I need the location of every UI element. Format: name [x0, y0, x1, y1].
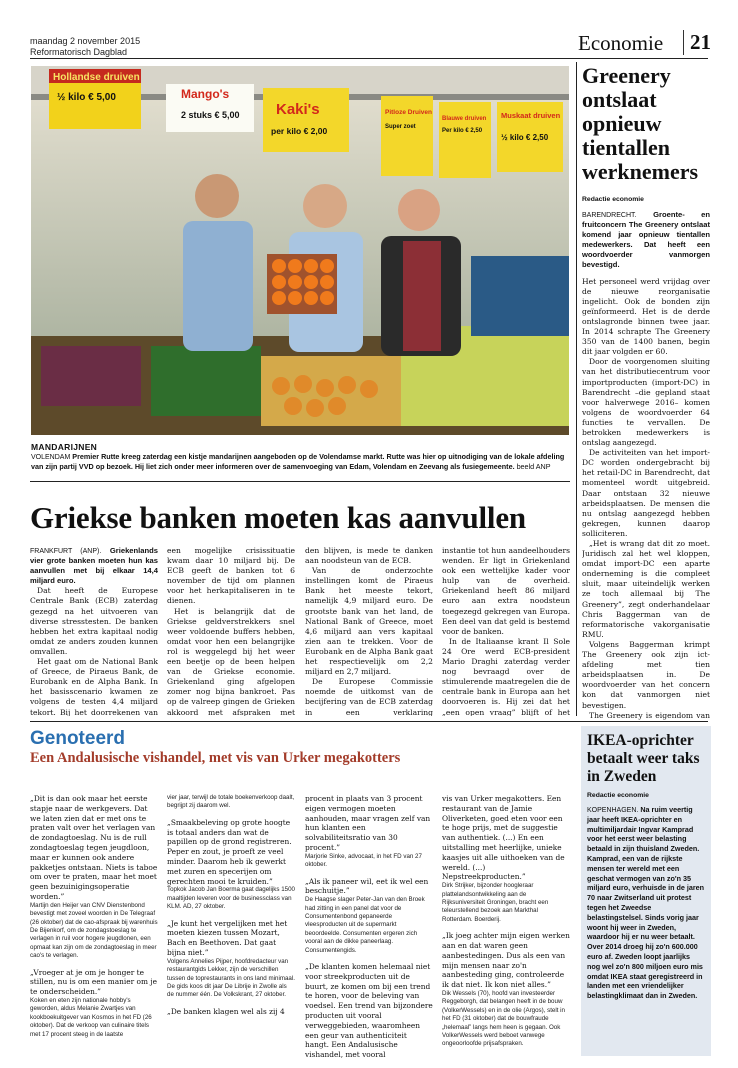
quote-source: vier jaar, terwijl de totale boekenverkoop daalt, begrijpt zij daarom wel. — [167, 794, 295, 810]
paragraph: Van de onderzochte instellingen komt de Piraeus Bank het meeste tekort, namelijk 4,9 miljard euro. De grootste bank van het land, de National Bank of Greece, moet 4,6 miljard aan vers kapitaal zien aan te trekken. Voor de Eurobank en de Alpha Bank gaat het respectievelijk om 2,2 miljard en 2,7 miljard. — [305, 566, 433, 677]
quote: „De klanten komen helemaal niet voor streekproducten uit de buurt, ze komen om bij een trend te horen, voor de beleving van voedsel. Een trend van bijzondere producten uit vooral verweggebieden, waaromheen een geur van authenticiteit hangt. Een Andalusische vishandel, met vooral — [305, 962, 433, 1060]
section-rule — [30, 721, 708, 722]
caption-dateline: VOLENDAM — [31, 454, 71, 461]
caption-credit: beeld ANP — [516, 461, 551, 471]
page-number: 21 — [683, 30, 711, 55]
sign-text: Mango's — [181, 87, 230, 101]
quote: „De banken klagen wel als zij 4 — [167, 1006, 285, 1016]
quotes-column-3 — [305, 794, 433, 1062]
column-divider — [576, 62, 577, 716]
quote: „Ik joeg achter mijn eigen werken aan en dat waren geen aanbestedingen. Dus als een van mijn mensen naar zo'n aanbesteding ging, controleerde ik dat niet. Ik kon niet alles.” — [442, 931, 570, 990]
paragraph: Door de voorgenomen sluiting van het distributiecentrum voor importproducten (import-DC) in Barendrecht –die gepland staat voor halverwege 2016– komen volgens de woordvoerder 64 functies te vervallen. De betrokken medewerkers is ontslag aangezegd. — [582, 357, 710, 448]
quote-source: Marjorie Sinke, advocaat, in het FD van 27 oktober. — [305, 852, 422, 869]
quote-source: Volgens Annelies Pijper, hoofdredacteur van restaurantgids Lekker, zijn de verschillen tussen de toprestaurants in ons land minimaal. De gids koos dit jaar De Librije in Zwolle als de nummer één. De Volkskrant, 27 oktober. — [167, 957, 295, 999]
genoteerd-subtitle: Een Andalusische vishandel, met vis van Urker megakotters — [30, 750, 401, 766]
main-column-4 — [442, 546, 570, 716]
greenery-headline: Greenery ontslaat opnieuw tientallen werknemers — [582, 63, 699, 184]
greenery-byline: Redactie economie — [582, 196, 644, 203]
market-stall-illustration — [31, 66, 569, 435]
paragraph: een mogelijke crisissituatie kwam daar 10 miljard bij. De ECB geeft de banken tot 6 november de tijd om plannen voor het herkapitaliseren in te dienen. — [167, 546, 295, 606]
main-headline: Griekse banken moeten kas aanvullen — [30, 500, 526, 535]
quote-source: Martijn den Heijer van CNV Dienstenbond bevestigt met zoveel woorden in De Telegraaf (26 oktober) dat de cao-afspraak bij warenhuis De Bijenkorf, om de zondagstoeslag te verlagen in ruil voor hogere jeugdlonen, een opmaat kan zijn om de zondagtoeslag in meer cao's te verlagen. — [30, 901, 158, 960]
paragraph: In de Italiaanse krant Il Sole 24 Ore werd ECB-president Mario Draghi zaterdag verder nog bevraagd over de stimulerende maatregelen die de centrale bank in Europa aan het doorvoeren is. Hij zei dat het „een open vraag” blijft of het — [442, 636, 570, 716]
sign-price: Per kilo € 2,50 — [442, 128, 483, 134]
genoteerd-title: Genoteerd — [30, 728, 126, 749]
paragraph: instantie tot hun aandeelhouders wenden. Er ligt in Griekenland ook een wettelijke kader voor hulp van de overheid. Griekenland heeft 86 miljard euro aan extra noodsteun toegezegd gekregen van Europa. Een deel van dat geld is bestemd voor de banken. — [442, 546, 570, 636]
market-photo — [31, 66, 569, 435]
caption-title: MANDARIJNEN — [31, 442, 98, 452]
main-column-1 — [30, 546, 158, 716]
main-column-3 — [305, 546, 433, 716]
sign-price: ½ kilo € 2,50 — [501, 133, 549, 142]
paragraph: Het personeel werd vrijdag over de nieuwe reorganisatie ingelicht. Ook de bonden zijn geïnformeerd. Het is de derde ontslagronde binnen twee jaar. In 2014 schrapte The Greenery 350 van de 1400 banen, begin dit jaar volgden er 60. — [582, 276, 710, 357]
section-title: Economie — [578, 31, 664, 55]
greenery-article — [582, 210, 710, 720]
quote-source: Dik Wessels (70), hoofd van investeerder Reggeborgh, dat belangen heeft in de bouw (VolkerWessels) en in de olie (Argos), stelt in het FD (31 oktober) dat de bouwfraude „helemaal” langs hem heen is gegaan. Ook VolkerWessels werd beboet vanwege ongeoorloofde prijsafspraken. — [442, 989, 565, 1048]
paragraph: De Europese Commissie noemde de uitkomst van de becijfering van de ECB zaterdag in een verklaring — [305, 677, 433, 716]
quote-source: Dirk Strijker, bijzonder hoogleraar plattelandsontwikkeling aan de Rijksuniversiteit Groningen, bracht een teleurstellend bezoek aan Markthal Rotterdam. Boerderij. — [442, 882, 549, 923]
paragraph: The Greenery is eigendom van — [589, 710, 710, 720]
header-date — [30, 36, 140, 58]
paragraph: De activiteiten van het import-DC worden ondergebracht bij het retail-DC in Barendrecht, dat momenteel wordt uitgebreid. Daar ontstaan 32 nieuwe arbeidsplaatsen. De mensen die nu ontslag aangezegd hebben gekregen, kunnen daarop solliciteren. — [582, 448, 710, 538]
quote: vis van Urker megakotters. Een restaurant van de Jamie Oliverketen, goed eten voor een te hoge prijs, met de suggestie van authentiek. (...) En een uitstalling met heerlijke, unieke kaasjes uit alle uithoeken van de wereld. (...) Nepstreekproducten.” — [442, 794, 565, 882]
greenery-lead: Groente- en fruitconcern The Greenery ontslaat komend jaar opnieuw tientallen medewerkers. Dat heeft een woordvoerder vanmorgen bevestigd. — [582, 210, 710, 270]
caption-text: Premier Rutte kreeg zaterdag een kistje mandarijnen aangeboden op de Volendamse markt. Rutte was hier op uitnodiging van de lokale afdeling van zijn partij VVD op bezoek. Hij liet zich onder meer informeren over de samenvoeging van Edam, Volendam en Zeevang als fusiegemeente. — [31, 452, 565, 471]
sign-price: Super zoet — [385, 124, 416, 130]
quotes-column-1 — [30, 794, 158, 1062]
quotes-column-4 — [442, 794, 570, 1062]
quote: „Als ik paneer wil, eet ik wel een beschuitje.” — [305, 876, 429, 896]
header-rule — [30, 58, 708, 59]
sign-text: Muskaat druiven — [501, 111, 561, 120]
quote: „Je kunt het vergelijken met het moeten kiezen tussen Mozart, Bach en Beethoven. Dat gaat bijna niet.” — [167, 918, 288, 957]
caption-rule — [30, 481, 570, 482]
quote: „Smaakbeleving op grote hoogte is totaal anders dan wat de papillen op de grond registreren. Peper en zout, je proeft ze veel minder. Daarom heb ik gewerkt met zuren en specerijen om gerechten mooi te kruiden.” — [167, 817, 292, 886]
paragraph: „Het is wrang dat dit zo moet. Juridisch zal het wel kloppen, omdat import-DC een aparte onderneming is die compleet sluit, maar uiteindelijk werken ze toch allemaal bij The Greenery”, zegt onderhandelaar Chris Baggerman van de reformatorische vakorganisatie RMU. — [582, 539, 710, 639]
quotes-column-2 — [167, 794, 295, 1062]
quote: „Vroeger at je om je honger te stillen, nu is om een manier om je te onderscheiden.” — [30, 967, 157, 997]
paragraph: Volgens Baggerman krimpt The Greenery ook zijn ict-afdeling met tien arbeidsplaatsen in. De woordvoerder van het concern kon dat vanmorgen niet bevestigen. — [582, 639, 710, 710]
sign-price: 2 stuks € 5,00 — [181, 110, 240, 120]
ikea-dateline: KOPENHAGEN. — [587, 807, 639, 814]
sign-text: Hollandse druiven — [53, 72, 140, 83]
quote: procent in plaats van 3 procent eigen vermogen moeten aanhouden, maar vragen zelf van hun klanten een solvabiliteitsratio van 30 procent.” — [305, 794, 431, 852]
sign-text: Blauwe druiven — [442, 116, 487, 122]
greenery-dateline: BARENDRECHT. — [582, 212, 637, 219]
newspaper-name: Reformatorisch Dagblad — [30, 47, 128, 57]
main-column-2 — [167, 546, 295, 716]
paragraph: Dat heeft de Europese Centrale Bank (ECB) zaterdag gezegd na het uitvoeren van diverse stresstesten. De banken hebben het extra kapitaal nodig omdat ze anders zouden kunnen omvallen. — [30, 586, 158, 656]
mandarin-crate — [267, 254, 337, 314]
issue-date: maandag 2 november 2015 — [30, 36, 141, 46]
sign-price: per kilo € 2,00 — [271, 126, 328, 136]
quote-source: De Haagse slager Peter-Jan van den Broek had zitting in een panel dat voor de Consumentenbond gepaneerde vleesproducten uit de supermarkt beoordeelde. Consumenten ergeren zich vooral aan de dikke paneerlaag. Consumentengids. — [305, 896, 425, 954]
paragraph: Het gaat om de National Bank of Greece, de Piraeus Bank, de Eurobank en de Alpha Bank. In het basisscenario kwamen ze volgens de testen 4,4 miljard tekort. Bij het doorrekenen van — [30, 657, 158, 716]
sign-text: Pitloze Druiven — [385, 109, 432, 116]
sign-text: Kaki's — [276, 101, 320, 118]
paragraph: Het is belangrijk dat de Griekse geldverstrekkers snel weer voldoende buffers hebben, omdat voor hen een belangrijke rol is weggelegd bij het weer een beetje op de been helpen van de Griekse economie. Griekenland ging afgelopen zomer nog bijna bankroet. Pas op de valreep gingen de Grieken akkoord met afspraken met — [167, 606, 295, 716]
quote: „Dit is dan ook maar het eerste stapje naar de werkgevers. Dat we laten zien dat er met ons te praten valt over het verlagen van de zondagtoeslag. Nu is de rull zondagtoeslag tegen jeugdloon, maar er kunnen ook andere pakketjes ontstaan. Niets is taboe om over te praten, maar het moet geen bezuinigingsoperatie worden.” — [30, 794, 158, 901]
photo-caption — [31, 452, 569, 471]
ikea-headline: IKEA-oprichter betaalt weer taks in Zweden — [587, 732, 700, 785]
sign-price: ½ kilo € 5,00 — [57, 92, 116, 103]
quote-source: Koken en eten zijn nationale hobby's geworden, aldus Melanie Zwartjes van kookboekuitgever van Kosmos in het FD (26 oktober). Dat de verkoop van culinaire titels met 17 procent steeg in de laatste — [30, 997, 152, 1038]
ikea-sidebar — [581, 726, 711, 1056]
quote-source: Topkok Jacob Jan Boerma gaat dagelijks 1500 maaltijden leveren voor de businessclass van KLM. AD, 27 oktober. — [167, 886, 295, 911]
main-dateline: FRANKFURT (ANP). — [30, 548, 102, 555]
paragraph: den blijven, is mede te danken aan noodsteun van de ECB. — [305, 546, 433, 566]
ikea-byline: Redactie economie — [587, 792, 649, 799]
main-lead: Griekenlands vier grote banken moeten hun kas aanvullen met bij elkaar 14,4 miljard euro. — [30, 546, 158, 586]
ikea-text: Na ruim veertig jaar heeft IKEA-oprichter en multimiljardair Ingvar Kamprad voor het eerst weer belasting betaald in zijn thuisland Zweden. Kamprad, een van de rijkste mensen ter wereld met een geschat vermogen van zo'n 35 miljard euro, verhuisde in de jaren 70 naar Zwitserland uit protest tegen het Zweedse belastingstelsel. Sinds vorig jaar woont hij weer in Zweden, waardoor hij er nu weer betaalt. Over 2014 droeg hij zo'n 600.000 euro af. Zweden loopt jaarlijks nog wel zo'n 800 miljoen euro mis omdat IKEA staat geregistreerd in landen met een vriendelijker belastingklimaat dan in Zweden. — [587, 805, 705, 1001]
